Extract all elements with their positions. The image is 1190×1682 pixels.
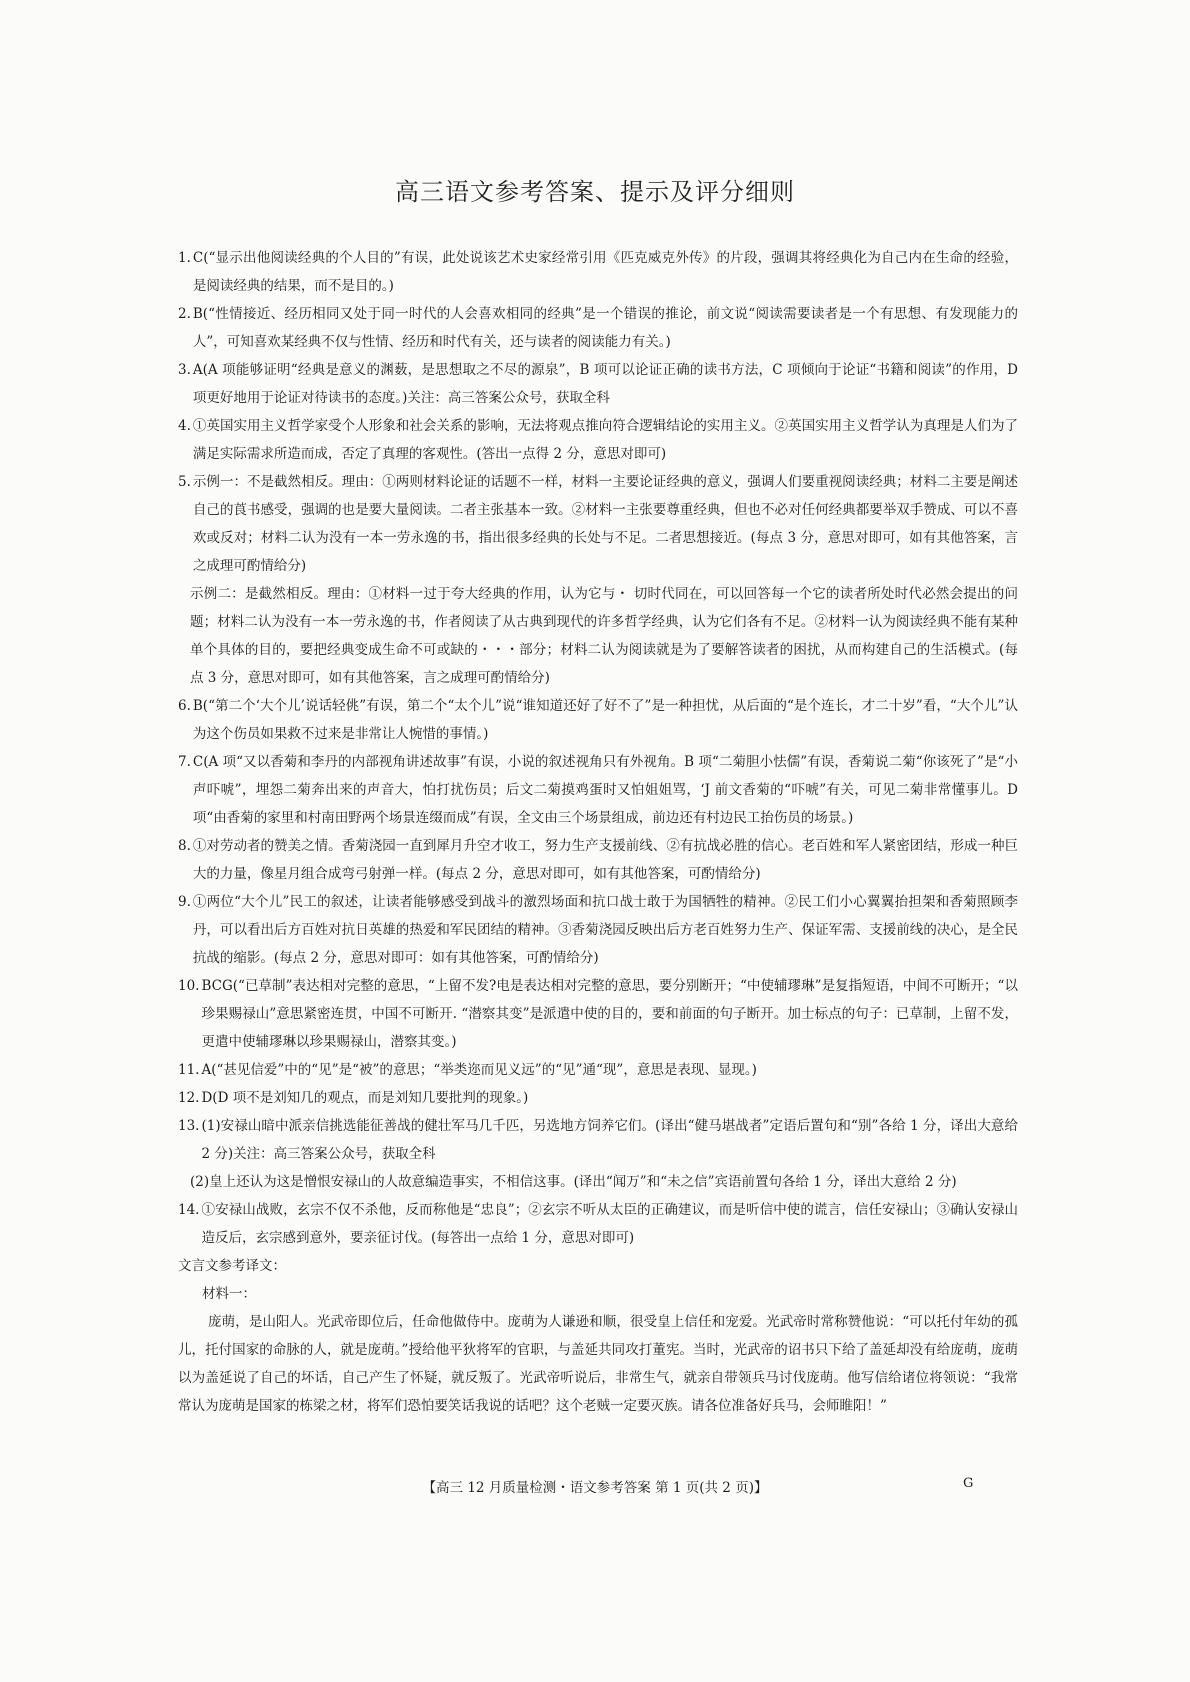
answer-item-12 bbox=[178, 1084, 1018, 1112]
answer-number: 4. bbox=[178, 418, 191, 434]
answer-number: 14. bbox=[178, 1202, 200, 1218]
answer-item-4 bbox=[178, 412, 1018, 468]
answer-text: B(“第二个‘大个儿’说话轻佻”有误，第二个“太个儿”说“谁知道还好了好不了”是一种担忧，从后面的“是个连长，才二十岁”看，“大个儿”认为这个伤员如果救不过来是非常让人惋惜的事情。) bbox=[192, 698, 1018, 742]
page-title: 高三语文参考答案、提示及评分细则 bbox=[395, 178, 795, 206]
page-footer: 【高三 12 月质量检测・语文参考答案 第 1 页(共 2 页)】 bbox=[422, 1480, 768, 1496]
answer-item-2 bbox=[178, 300, 1018, 356]
answer-text: D(D 项不是刘知几的观点，而是刘知几要批判的现象。) bbox=[201, 1090, 529, 1106]
answer-number: 13. bbox=[178, 1118, 200, 1134]
answer-number: 7. bbox=[178, 754, 191, 770]
answer-item-10 bbox=[178, 972, 1018, 1056]
answer-item-1 bbox=[178, 244, 1018, 300]
answer-number: 6. bbox=[178, 698, 191, 714]
answer-text: B(“性情接近、经历相同又处于同一时代的人会喜欢相同的经典”是一个错误的推论，前文说“阅读需要读者是一个有思想、有发现能力的人”，可知喜欢某经典不仅与性情、经历和时代有关，还与读者的阅读能力有关。) bbox=[192, 306, 1018, 350]
answer-text: (1)安禄山暗中派亲信挑选能征善战的健壮军马几千匹，另选地方饲养它们。(译出“健马堪战者”定语后置句和“别”各给 1 分，译出大意给 2 分)关注：高三答案公众号，获取全科 bbox=[201, 1118, 1018, 1162]
answer-number: 2. bbox=[178, 306, 191, 322]
answer-text: ①安禄山战败，玄宗不仅不杀他，反而称他是“忠良”；②玄宗不听从太臣的正确建议，而是听信中使的谎言，信任安禄山；③确认安禄山造反后，玄宗感到意外，要亲征讨伐。(每答出一点给 1 分，意思对即可) bbox=[201, 1202, 1018, 1246]
answer-number: 8. bbox=[178, 838, 191, 854]
answer-number: 11. bbox=[178, 1062, 200, 1078]
answer-text: 示例一：不是截然相反。理由：①两则材料论证的话题不一样，材料一主要论证经典的意义，强调人们要重视阅读经典；材料二主要是阐述自己的莨书感受，强调的也是要大量阅读。二者主张基本一致。②材料一主张要尊重经典，但也不必对任何经典都要举双手赞成、可以不喜欢或反对；材料二认为没有一本一劳永逸的书，指出很多经典的长处与不足。二者思想接近。(每点 3 分，意思对即可，如有其他答案，言之成理可酌情给分) bbox=[192, 474, 1018, 574]
answer-text: A(A 项能够证明“经典是意义的渊薮，是思想取之不尽的源泉”，B 项可以论证正确的读书方法，C 项倾向于论证“书籍和阅读”的作用，D 项更好地用于论证对待读书的态度。)关注：高三答案公众号，获取全科 bbox=[192, 362, 1018, 406]
answer-number: 9. bbox=[178, 894, 191, 910]
material-label: 材料一： bbox=[202, 1286, 256, 1302]
answer-number: 3. bbox=[178, 362, 191, 378]
answer-item-6 bbox=[178, 692, 1018, 748]
footer-mark: G bbox=[963, 1476, 974, 1491]
answer-number: 1. bbox=[178, 250, 191, 266]
translation-heading: 文言文参考译文： bbox=[178, 1258, 286, 1274]
answer-text: BCG(“已草制”表达相对完整的意思，“上留不发?电是表达相对完整的意思，要分别断开；“中使辅璆琳”是复指短语，中间不可断开；“以珍果赐禄山”意思紧密连贯，中国不可断开. “潜察其变”是派遣中使的目的，要和前面的句子断开。加士标点的句子：已草制，上留不发，更遣中使辅璆琳以珍果赐禄山，潜察其变。) bbox=[201, 978, 1018, 1050]
answer-number: 12. bbox=[178, 1090, 200, 1106]
answer-number: 10. bbox=[178, 978, 200, 994]
answer-text: ①对劳动者的赞美之情。香菊浇园一直到犀月升空才收工，努力生产支援前线、②有抗战必胜的信心。老百姓和军人紧密团结，形成一种巨大的力量，像星月组合成弯弓射弹一样。(每点 2 分，意思对即可，如有其他答案，可酌情给分) bbox=[192, 838, 1018, 882]
answer-item-8 bbox=[178, 832, 1018, 888]
translation-paragraph: 庞萌，是山阳人。光武帝即位后，任命他做侍中。庞萌为人谦逊和顺，很受皇上信任和宠爱。光武帝时常称赞他说：“可以托付年幼的孤儿，托付国家的命脉的人，就是庞萌。”授给他平狄将军的官职，与盖延共同攻打董宪。当时，光武帝的诏书只下给了盖延却没有给庞萌，庞萌以为盖延说了自己的坏话，自己产生了怀疑，就反叛了。光武帝听说后，非常生气，就亲自带领兵马讨伐庞萌。他写信给诸位将领说：“我常常认为庞萌是国家的栋梁之材，将军们恐怕要笑话我说的话吧？这个老贼一定要灭族。请各位准备好兵马，会师睢阳！” bbox=[178, 1314, 1018, 1414]
answer-item-9 bbox=[178, 888, 1018, 972]
answer-text: A(“甚见信爱”中的“见”是“被”的意思；“举类迩而见义远”的“见”通“现”，意思是表现、显现。) bbox=[201, 1062, 757, 1078]
answer-item-5 bbox=[178, 468, 1018, 580]
answer-item-13 bbox=[178, 1112, 1018, 1168]
answer-list bbox=[178, 244, 1018, 1420]
answer-text: C(A 项“又以香菊和李丹的内部视角讲述故事”有误，小说的叙述视角只有外视角。B 项“二菊胆小怯儒”有误，香菊说二菊“你该死了”是“小声吓唬”，埋怨二菊奔出来的声音大，怕打扰伤员；后文二菊摸鸡蛋时又怕姐姐骂，‘J 前文香菊的“吓唬”有关，可见二菊非常懂事儿。D 项“由香菊的家里和村南田野两个场景连缀而成”有误，全文由三个场景组成，前边还有村边民工抬伤员的场景。) bbox=[192, 754, 1018, 826]
answer-item-7 bbox=[178, 748, 1018, 832]
answer-13-part-2: (2)皇上还认为这是憎恨安禄山的人故意编造事实，不相信这事。(译出“闻万”和“未之信”宾语前置句各给 1 分，译出大意给 2 分) bbox=[190, 1174, 957, 1190]
answer-text: C(“显示出他阅读经典的个人目的”有误，此处说该艺术史家经常引用《匹克威克外传》的片段，强调其将经典化为自己内在生命的经验，是阅读经典的结果，而不是目的。) bbox=[192, 250, 1018, 294]
answer-text: ①两位“大个儿”民工的叙述，让读者能够感受到战斗的激烈场面和抗口战士敢于为国牺牲的精神。②民工们小心翼翼抬担架和香菊照顾李丹，可以看出后方百姓对抗日英雄的热爱和军民团结的精神。③香菊浇园反映出后方老百姓努力生产、保证军需、支援前线的决心，是全民抗战的缩影。(每点 2 分，意思对即可：如有其他答案，可酌情给分) bbox=[192, 894, 1018, 966]
answer-item-11 bbox=[178, 1056, 1018, 1084]
answer-item-3 bbox=[178, 356, 1018, 412]
answer-text: ①英国实用主义哲学家受个人形象和社会关系的影响，无法将观点推向符合逻辑结论的实用主义。②英国实用主义哲学认为真理是人们为了满足实际需求所造而成，否定了真理的客观性。(答出一点得 2 分，意思对即可) bbox=[192, 418, 1018, 462]
answer-5-example-2: 示例二：是截然相反。理由：①材料一过于夸大经典的作用，认为它与・ 切时代同在，可以回答每一个它的读者所处时代必然会提出的问题；材料二认为没有一本一劳永逸的书，作者阅读了从古典到现代的许多哲学经典，认为它们各有不足。②材料一认为阅读经典不能有某种单个具体的目的，要把经典变成生命不可或缺的・・・部分；材料二认为阅读就是为了要解答读者的困扰，从而构建自己的生活模式。(每点 3 分，意思对即可，如有其他答案，言之成理可酌情给分) bbox=[190, 586, 1018, 686]
answer-number: 5. bbox=[178, 474, 191, 490]
answer-item-14 bbox=[178, 1196, 1018, 1252]
